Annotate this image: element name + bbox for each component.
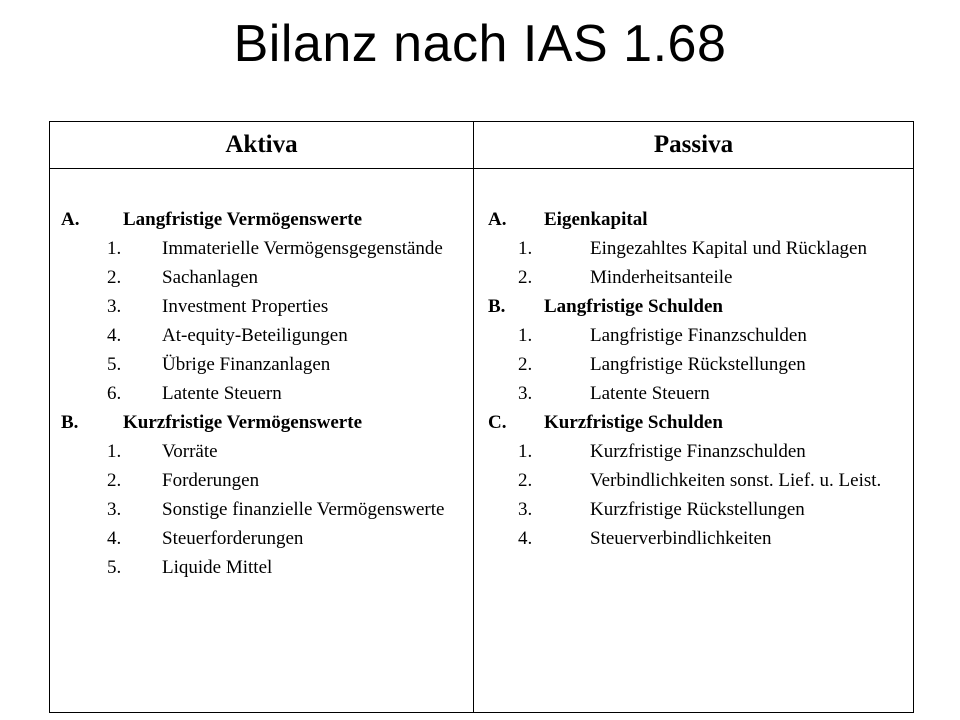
item-label: Latente Steuern xyxy=(162,383,282,404)
list-item xyxy=(61,437,465,466)
item-number: 3. xyxy=(518,383,533,404)
balance-sheet-table xyxy=(49,121,914,713)
section-letter: A. xyxy=(488,209,507,230)
list-item xyxy=(488,321,905,350)
item-label: Forderungen xyxy=(162,470,260,491)
item-label: Langfristige Finanzschulden xyxy=(590,325,807,346)
list-item xyxy=(488,379,905,408)
item-label: Übrige Finanzanlagen xyxy=(162,354,331,375)
item-label: Immaterielle Vermögensgegenstände xyxy=(162,238,443,259)
table-body-row xyxy=(50,169,914,713)
list-item xyxy=(61,321,465,350)
list-item xyxy=(61,263,465,292)
item-number: 5. xyxy=(107,557,122,578)
item-number: 4. xyxy=(107,325,122,346)
item-number: 5. xyxy=(107,354,122,375)
list-item xyxy=(61,350,465,379)
item-label: Liquide Mittel xyxy=(162,557,273,578)
item-label: Latente Steuern xyxy=(590,383,710,404)
item-number: 3. xyxy=(518,499,533,520)
item-number: 2. xyxy=(518,354,533,375)
item-number: 2. xyxy=(107,267,122,288)
list-item xyxy=(61,466,465,495)
list-item xyxy=(488,495,905,524)
passiva-section-c xyxy=(488,408,905,437)
item-number: 2. xyxy=(518,267,533,288)
item-label: Sachanlagen xyxy=(162,267,259,288)
item-label: Sonstige finanzielle Vermögenswerte xyxy=(162,499,445,520)
aktiva-section-a xyxy=(61,205,465,234)
table-header-row xyxy=(50,122,914,169)
section-letter: A. xyxy=(61,209,80,230)
item-label: Investment Properties xyxy=(162,296,329,317)
item-number: 2. xyxy=(518,470,533,491)
section-heading: Kurzfristige Vermögenswerte xyxy=(123,412,363,433)
section-heading: Langfristige Vermögenswerte xyxy=(123,209,363,230)
item-label: Vorräte xyxy=(162,441,218,462)
list-item xyxy=(61,495,465,524)
item-label: Eingezahltes Kapital und Rücklagen xyxy=(590,238,867,259)
passiva-section-a xyxy=(488,205,905,234)
list-item xyxy=(61,292,465,321)
item-number: 6. xyxy=(107,383,122,404)
passiva-column xyxy=(474,169,914,713)
item-number: 3. xyxy=(107,499,122,520)
item-number: 1. xyxy=(518,441,533,462)
item-number: 3. xyxy=(107,296,122,317)
item-label: Kurzfristige Finanzschulden xyxy=(590,441,806,462)
item-label: Steuerforderungen xyxy=(162,528,304,549)
item-label: At-equity-Beteiligungen xyxy=(162,325,348,346)
aktiva-column xyxy=(50,169,474,713)
section-letter: B. xyxy=(488,296,506,317)
item-label: Langfristige Rückstellungen xyxy=(590,354,806,375)
list-item xyxy=(488,524,905,553)
list-item xyxy=(488,437,905,466)
list-item xyxy=(488,350,905,379)
list-item xyxy=(61,379,465,408)
item-label: Kurzfristige Rückstellungen xyxy=(590,499,805,520)
item-number: 2. xyxy=(107,470,122,491)
aktiva-header: Aktiva xyxy=(50,122,474,169)
passiva-section-b xyxy=(488,292,905,321)
section-heading: Eigenkapital xyxy=(544,209,648,230)
item-label: Verbindlichkeiten sonst. Lief. u. Leist. xyxy=(590,470,882,491)
item-label: Steuerverbindlichkeiten xyxy=(590,528,772,549)
list-item xyxy=(61,553,465,582)
list-item xyxy=(61,234,465,263)
list-item xyxy=(488,466,905,495)
section-heading: Langfristige Schulden xyxy=(544,296,723,317)
page-title: Bilanz nach IAS 1.68 xyxy=(233,15,727,73)
list-item xyxy=(488,234,905,263)
section-letter: B. xyxy=(61,412,79,433)
item-number: 4. xyxy=(107,528,122,549)
list-item xyxy=(488,263,905,292)
item-number: 1. xyxy=(107,238,122,259)
item-number: 1. xyxy=(518,238,533,259)
section-letter: C. xyxy=(488,412,507,433)
list-item xyxy=(61,524,465,553)
passiva-header: Passiva xyxy=(474,122,914,169)
section-heading: Kurzfristige Schulden xyxy=(544,412,723,433)
aktiva-section-b xyxy=(61,408,465,437)
item-number: 1. xyxy=(518,325,533,346)
item-number: 1. xyxy=(107,441,122,462)
item-number: 4. xyxy=(518,528,533,549)
item-label: Minderheitsanteile xyxy=(590,267,733,288)
